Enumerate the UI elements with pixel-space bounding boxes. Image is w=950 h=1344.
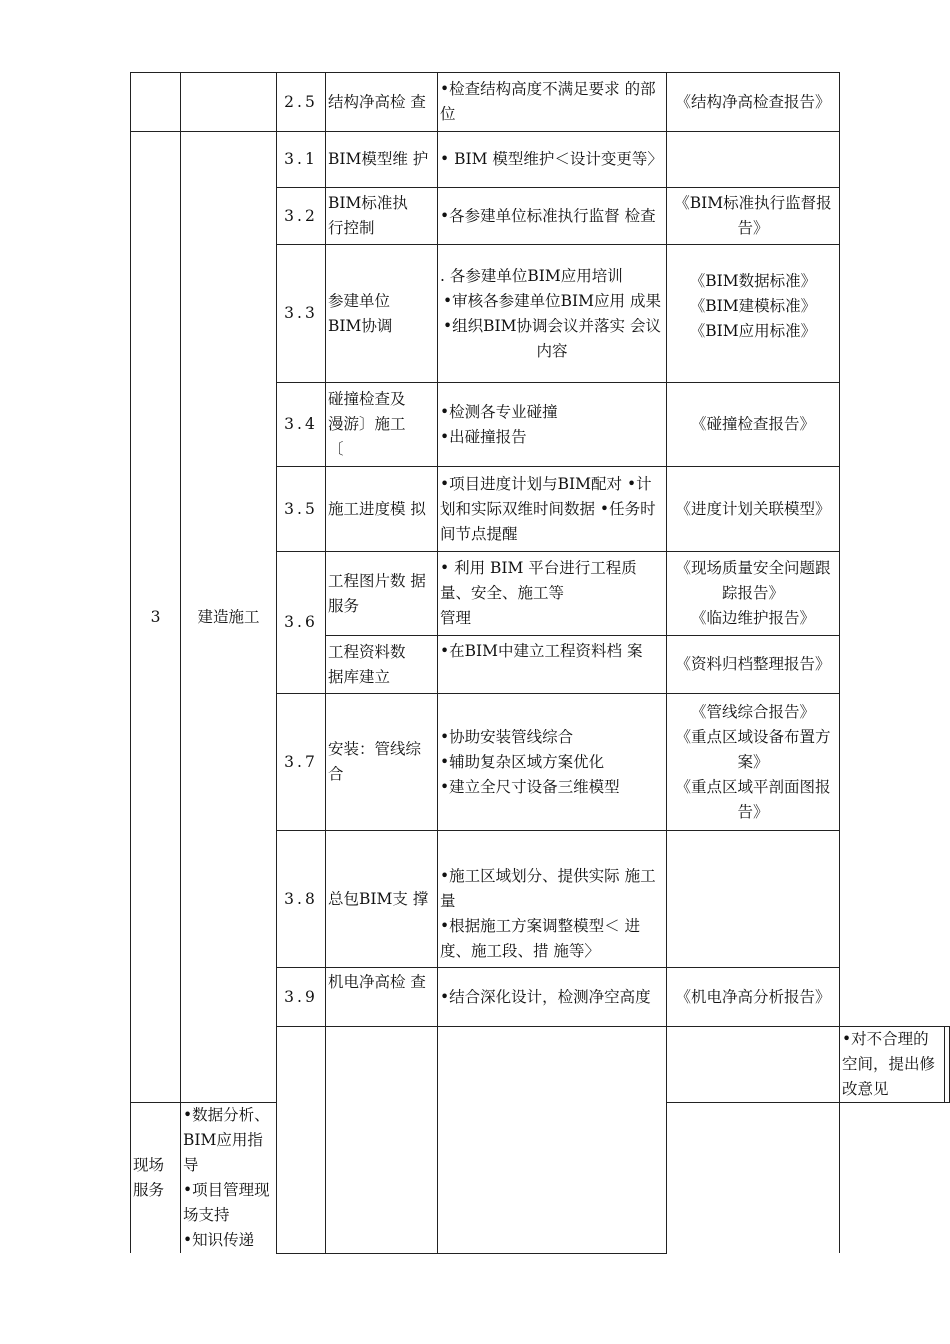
item-tasks: •数据分析、BIM应用指导 •项目管理现场支持 •知识传递 — [181, 1103, 277, 1254]
item-content: 施工进度模 拟 — [326, 467, 438, 552]
item-tasks: •检测各专业碰撞 •出碰撞报告 — [438, 383, 667, 467]
item-tasks: •施工区域划分、提供实际 施工量 •根据施工方案调整模型＜ 进度、施工段、措 施等〉 — [438, 831, 667, 968]
phase-name-cell — [181, 73, 277, 132]
table-row — [131, 132, 950, 188]
item-deliverables — [667, 132, 840, 188]
phase-number-cell — [277, 1027, 326, 1254]
item-deliverables: 《BIM数据标准》 《BIM建模标准》 《BIM应用标准》 — [667, 245, 840, 383]
item-content: 机电净高检 查 — [326, 968, 438, 1027]
item-deliverables: 《结构净高检查报告》 — [667, 73, 840, 132]
item-content: BIM模型维 护 — [326, 132, 438, 188]
item-deliverables: 《碰撞检查报告》 — [667, 383, 840, 467]
item-content: 总包BIM支 撑 — [326, 831, 438, 968]
item-content: 工程资料数 据库建立 — [326, 636, 438, 694]
item-code: 3.3 — [277, 245, 326, 383]
item-deliverables — [667, 1103, 840, 1254]
item-content: 结构净高检 查 — [326, 73, 438, 132]
item-code: 3.8 — [277, 831, 326, 968]
item-tasks: • BIM 模型维护＜设计变更等〉 — [438, 132, 667, 188]
table-row — [131, 73, 950, 132]
item-tasks: •检查结构高度不满足要求 的部位 — [438, 73, 667, 132]
item-tasks: • 利用 BIM 平台进行工程质量、安全、施工等 管理 — [438, 552, 667, 636]
item-tasks: •项目进度计划与BIM配对 •计划和实际双维时间数据 •任务时间节点提醒 — [438, 467, 667, 552]
item-content: 碰撞检查及 漫游〕施工 〔 — [326, 383, 438, 467]
item-code: 3.4 — [277, 383, 326, 467]
item-tasks: •协助安装管线综合 •辅助复杂区域方案优化 •建立全尺寸设备三维模型 — [438, 694, 667, 831]
item-content — [667, 1027, 840, 1103]
item-deliverables: 《管线综合报告》 《重点区域设备布置方案》 《重点区域平剖面图报告》 — [667, 694, 840, 831]
item-tasks: •结合深化设计，检测净空高度 — [438, 968, 667, 1027]
item-tasks: •对不合理的空间，提出修改意见 — [840, 1027, 945, 1103]
item-content: 参建单位 BIM协调 — [326, 245, 438, 383]
phase-number: 3 — [131, 132, 181, 1103]
phase-name-cell — [326, 1027, 438, 1254]
item-deliverables — [667, 831, 840, 968]
item-code: 3.1 — [277, 132, 326, 188]
item-tasks: •各参建单位标准执行监督 检查 — [438, 188, 667, 245]
phase-number-cell — [131, 73, 181, 132]
item-code-cell — [438, 1027, 667, 1254]
item-deliverables: 《进度计划关联模型》 — [667, 467, 840, 552]
item-deliverables: 《资料归档整理报告》 — [667, 636, 840, 694]
item-code: 3.7 — [277, 694, 326, 831]
item-content: 安装：管线综合 — [326, 694, 438, 831]
item-deliverables: 《机电净高分析报告》 — [667, 968, 840, 1027]
item-deliverables: 《BIM标准执行监督报告》 — [667, 188, 840, 245]
item-content: 现场服务 — [131, 1103, 181, 1254]
item-tasks: . 各参建单位BIM应用培训 •审核各参建单位BIM应用 成果 •组织BIM协调会议并落实 会议内容 — [438, 245, 667, 383]
bim-service-table — [130, 72, 950, 1254]
item-code: 2.5 — [277, 73, 326, 132]
item-content: 工程图片数 据服务 — [326, 552, 438, 636]
item-code: 3.2 — [277, 188, 326, 245]
item-content: BIM标准执 行控制 — [326, 188, 438, 245]
item-code: 3.6 — [277, 552, 326, 694]
phase-name: 建造施工 — [181, 132, 277, 1103]
item-deliverables — [945, 1027, 950, 1103]
item-code: 3.5 — [277, 467, 326, 552]
item-tasks: •在BIM中建立工程资料档 案 — [438, 636, 667, 694]
item-deliverables: 《现场质量安全问题跟踪报告》 《临边维护报告》 — [667, 552, 840, 636]
item-code: 3.9 — [277, 968, 326, 1027]
